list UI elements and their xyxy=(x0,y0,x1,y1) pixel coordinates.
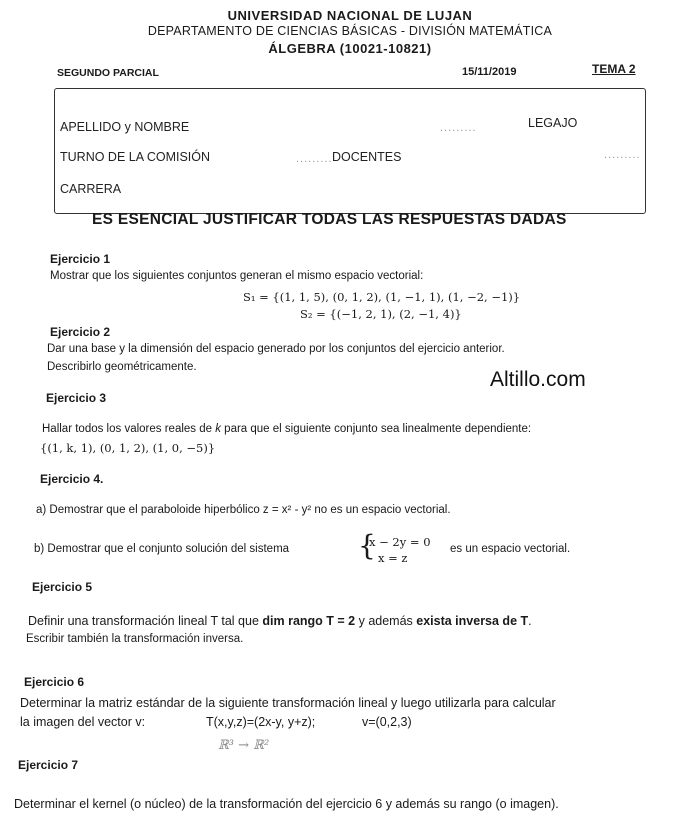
exercise-4-b-pre: b) Demostrar que el conjunto solución del sistema xyxy=(34,543,290,555)
exercise-7-title: Ejercicio 7 xyxy=(18,758,79,772)
exercise-6-line1: Determinar la matriz estándar de la siguiente transformación lineal y luego utilizarla para calcular xyxy=(20,696,556,710)
exercise-5-inversa: exista inversa de T xyxy=(416,614,529,628)
course-title: ÁLGEBRA (10021-10821) xyxy=(268,41,432,56)
exercise-4-title: Ejercicio 4. xyxy=(40,472,104,486)
exercise-2-title: Ejercicio 2 xyxy=(50,325,111,339)
exercise-3-text-b: para que el siguiente conjunto sea linealmente dependiente: xyxy=(220,423,532,435)
department-title: DEPARTAMENTO DE CIENCIAS BÁSICAS - DIVISIÓN MATEMÁTICA xyxy=(147,24,553,38)
variable-k: k xyxy=(215,423,221,435)
exercise-5-title: Ejercicio 5 xyxy=(32,580,93,594)
turno-label: TURNO DE LA COMISIÓN xyxy=(60,150,211,164)
university-title: UNIVERSIDAD NACIONAL DE LUJAN xyxy=(227,8,473,23)
exercise-2-line1: Dar una base y la dimensión del espacio generado por los conjuntos del ejercicio anterior. xyxy=(47,343,505,355)
tema-label: TEMA 2 xyxy=(592,62,636,76)
system-eq2: x = z xyxy=(378,551,408,565)
exercise-6-vector: v=(0,2,3) xyxy=(362,715,412,729)
exercise-1-text: Mostrar que los siguientes conjuntos generan el mismo espacio vectorial: xyxy=(50,270,424,282)
system-brace: { xyxy=(358,529,376,562)
exercise-5-p2: y además xyxy=(355,614,417,628)
set-s1: S₁ = {(1, 1, 5), (0, 1, 2), (1, −1, 1), (1, −2, −1)} xyxy=(243,290,521,304)
legajo-label: LEGAJO xyxy=(528,116,578,130)
exercise-5-dim-rango: dim rango T = 2 xyxy=(262,614,356,628)
exercise-6-transform: T(x,y,z)=(2x-y, y+z); xyxy=(206,715,316,729)
exam-date: 15/11/2019 xyxy=(462,66,517,78)
set-s2: S₂ = {(−1, 2, 1), (2, −1, 4)} xyxy=(300,307,462,321)
name-dots: ......... xyxy=(440,122,477,134)
system-eq1: x − 2y = 0 xyxy=(369,535,431,549)
exercise-4-b-post: es un espacio vectorial. xyxy=(450,543,571,555)
docentes-dots: ......... xyxy=(604,149,641,161)
exercise-5-p1: Definir una transformación lineal T tal que xyxy=(28,614,263,628)
carrera-label: CARRERA xyxy=(60,182,122,196)
exercise-3-text xyxy=(42,423,531,435)
exercise-3-title: Ejercicio 3 xyxy=(46,391,107,405)
name-label: APELLIDO y NOMBRE xyxy=(60,120,190,134)
handwritten-note: ℝ³ → ℝ² xyxy=(218,738,270,753)
exercise-7-text: Determinar el kernel (o núcleo) de la transformación del ejercicio 6 y además su rango (o imagen). xyxy=(14,797,559,811)
exercise-6-line2: la imagen del vector v: xyxy=(20,715,146,729)
exercise-3-text-a: Hallar todos los valores reales de xyxy=(42,423,216,435)
exercise-5-line2: Escribir también la transformación inversa. xyxy=(26,633,244,645)
exercise-5-line1 xyxy=(28,614,532,628)
exam-label: SEGUNDO PARCIAL xyxy=(57,67,159,79)
turno-dots: ......... xyxy=(296,153,333,165)
exercise-5-p3: . xyxy=(528,614,532,628)
exercise-6-title: Ejercicio 6 xyxy=(24,675,85,689)
exercise-1-title: Ejercicio 1 xyxy=(50,252,111,266)
docentes-label: DOCENTES xyxy=(332,150,402,164)
exercise-4-a: a) Demostrar que el paraboloide hiperbólico z = x² - y² no es un espacio vectorial. xyxy=(36,504,451,516)
justify-warning: ES ESENCIAL JUSTIFICAR TODAS LAS RESPUESTAS DADAS xyxy=(92,211,567,228)
altillo-watermark: Altillo.com xyxy=(490,368,586,391)
exercise-3-set: {(1, k, 1), (0, 1, 2), (1, 0, −5)} xyxy=(40,441,216,455)
exercise-2-line2: Describirlo geométricamente. xyxy=(47,361,197,373)
